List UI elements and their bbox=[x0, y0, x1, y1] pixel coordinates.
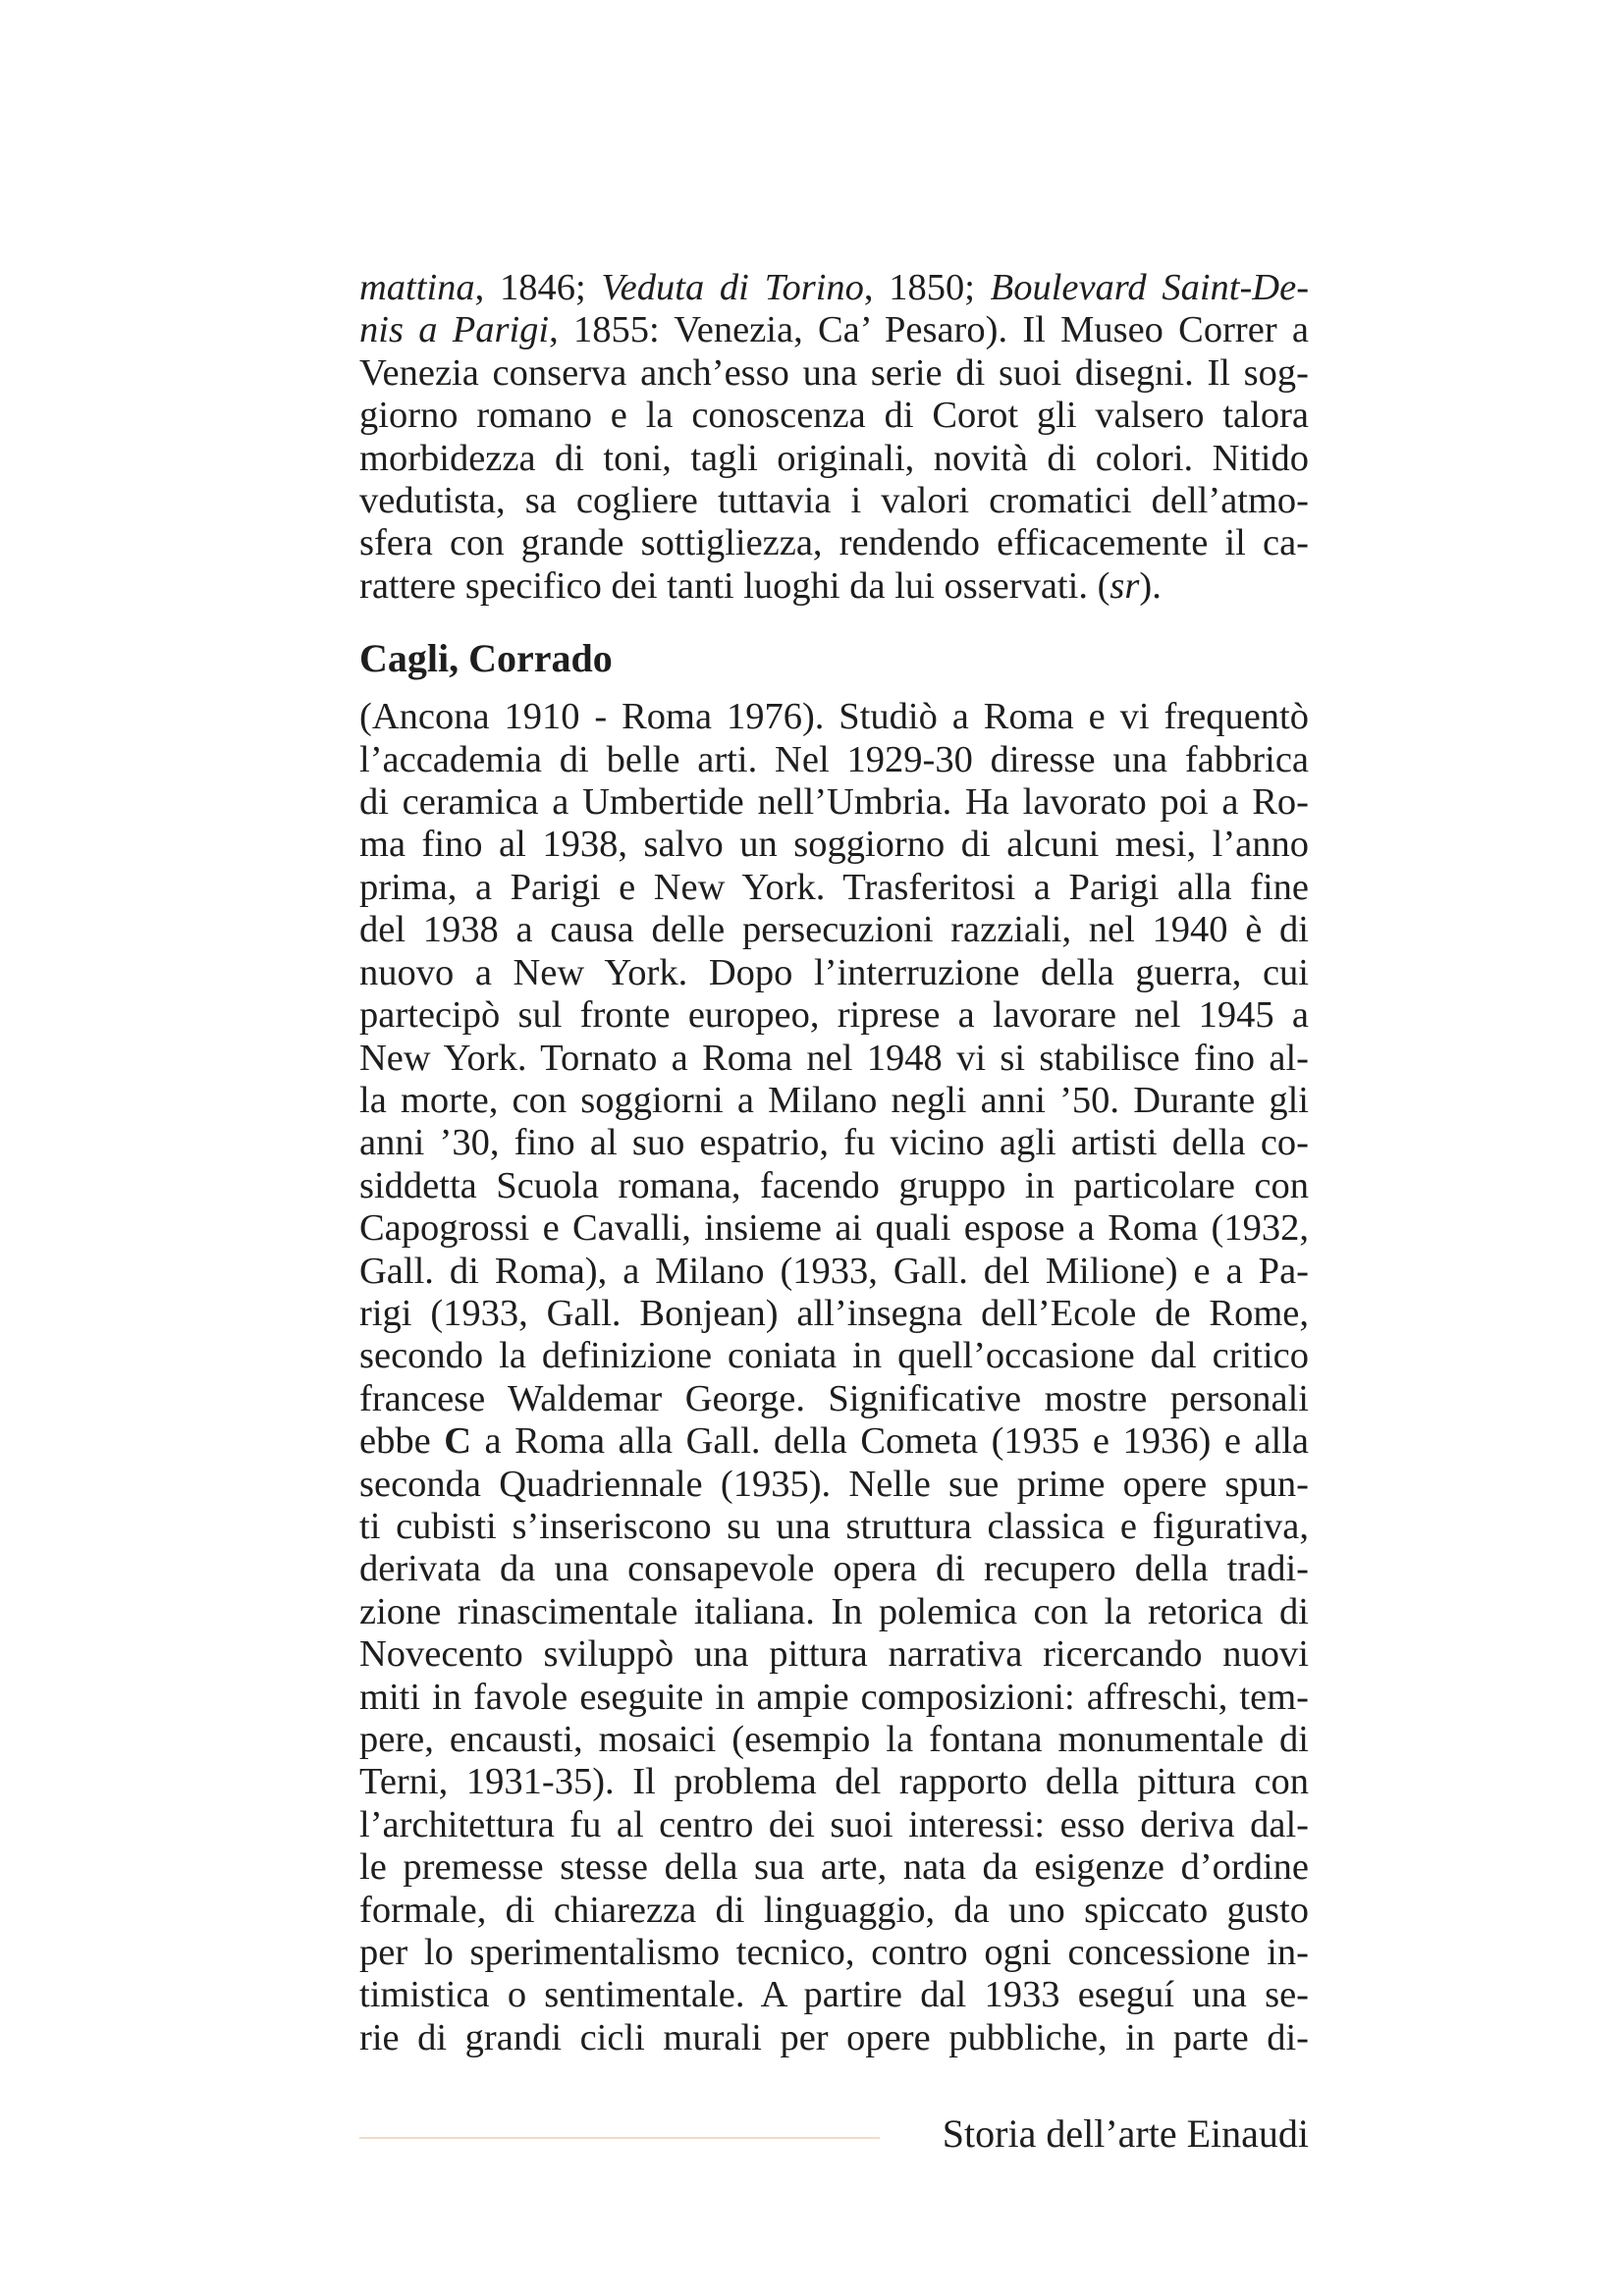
text-line: giorno romano e la conoscenza di Corot gli valsero talora bbox=[359, 395, 1309, 437]
text-line: sfera con grande sottigliezza, rendendo efficacemente il ca- bbox=[359, 522, 1309, 564]
text-line: anni ’30, fino al suo espatrio, fu vicino agli artisti della co- bbox=[359, 1122, 1309, 1164]
page-body bbox=[359, 267, 1309, 2059]
text-line: timistica o sentimentale. A partire dal 1933 eseguí una se- bbox=[359, 1974, 1309, 2016]
text-line: Capogrossi e Cavalli, insieme ai quali espose a Roma (1932, bbox=[359, 1207, 1309, 1250]
text-line: nuovo a New York. Dopo l’interruzione della guerra, cui bbox=[359, 951, 1309, 993]
text-line: le premesse stesse della sua arte, nata da esigenze d’ordine bbox=[359, 1846, 1309, 1889]
text-line: Novecento sviluppò una pittura narrativa ricercando nuovi bbox=[359, 1633, 1309, 1676]
text-line: partecipò sul fronte europeo, riprese a lavorare nel 1945 a bbox=[359, 994, 1309, 1037]
text-line: per lo sperimentalismo tecnico, contro ogni concessione in- bbox=[359, 1932, 1309, 1974]
text-line: rattere specifico dei tanti luoghi da lui osservati. (sr). bbox=[359, 564, 1162, 607]
text-line: (Ancona 1910 - Roma 1976). Studiò a Roma e vi frequentò bbox=[359, 696, 1309, 738]
text-line: del 1938 a causa delle persecuzioni razziali, nel 1940 è di bbox=[359, 909, 1309, 951]
text-line: ti cubisti s’inseriscono su una struttura classica e figurativa, bbox=[359, 1505, 1309, 1547]
text-line: New York. Tornato a Roma nel 1948 vi si stabilisce fino al- bbox=[359, 1037, 1309, 1079]
previous-entry-text bbox=[359, 267, 1309, 608]
text-line: miti in favole eseguite in ampie composizioni: affreschi, tem- bbox=[359, 1676, 1309, 1718]
text-line: secondo la definizione coniata in quell’occasione dal critico bbox=[359, 1335, 1309, 1377]
text-line: morbidezza di toni, tagli originali, novità di colori. Nitido bbox=[359, 437, 1309, 479]
text-line: rigi (1933, Gall. Bonjean) all’insegna dell’Ecole de Rome, bbox=[359, 1292, 1309, 1334]
text-line: di ceramica a Umbertide nell’Umbria. Ha lavorato poi a Ro- bbox=[359, 781, 1309, 824]
text-line: seconda Quadriennale (1935). Nelle sue prime opere spun- bbox=[359, 1463, 1309, 1505]
footer-rule bbox=[359, 2137, 880, 2139]
text-line: Terni, 1931-35). Il problema del rapporto della pittura con bbox=[359, 1761, 1309, 1803]
text-line: rie di grandi cicli murali per opere pubbliche, in parte di- bbox=[359, 2016, 1309, 2058]
text-line: formale, di chiarezza di linguaggio, da uno spiccato gusto bbox=[359, 1889, 1309, 1931]
text-line: Gall. di Roma), a Milano (1933, Gall. del Milione) e a Pa- bbox=[359, 1250, 1309, 1292]
text-line: prima, a Parigi e New York. Trasferitosi a Parigi alla fine bbox=[359, 866, 1309, 908]
text-line: Venezia conserva anch’esso una serie di suoi disegni. Il sog- bbox=[359, 351, 1309, 394]
text-line: l’architettura fu al centro dei suoi interessi: esso deriva dal- bbox=[359, 1803, 1309, 1845]
page-footer bbox=[359, 2110, 1309, 2160]
text-line: mattina, 1846; Veduta di Torino, 1850; Boulevard Saint-De- bbox=[359, 267, 1310, 308]
text-line: francese Waldemar George. Significative mostre personali bbox=[359, 1377, 1309, 1419]
entry-heading: Cagli, Corrado bbox=[359, 636, 613, 681]
footer-publisher: Storia dell’arte Einaudi bbox=[942, 2111, 1309, 2156]
text-line: ebbe C a Roma alla Gall. della Cometa (1935 e 1936) e alla bbox=[359, 1420, 1309, 1463]
text-line: zione rinascimentale italiana. In polemica con la retorica di bbox=[359, 1590, 1309, 1632]
text-line: vedutista, sa cogliere tuttavia i valori cromatici dell’atmo- bbox=[359, 480, 1309, 522]
text-line: l’accademia di belle arti. Nel 1929-30 diresse una fabbrica bbox=[359, 738, 1309, 780]
text-line: derivata da una consapevole opera di recupero della tradi- bbox=[359, 1548, 1309, 1590]
text-line: nis a Parigi, 1855: Venezia, Ca’ Pesaro). Il Museo Correr a bbox=[359, 309, 1310, 351]
text-line: siddetta Scuola romana, facendo gruppo in particolare con bbox=[359, 1164, 1309, 1206]
text-line: la morte, con soggiorni a Milano negli anni ’50. Durante gli bbox=[359, 1079, 1309, 1121]
entry-body-text bbox=[359, 696, 1309, 2059]
text-line: ma fino al 1938, salvo un soggiorno di alcuni mesi, l’anno bbox=[359, 824, 1309, 866]
text-line: pere, encausti, mosaici (esempio la fontana monumentale di bbox=[359, 1719, 1309, 1760]
